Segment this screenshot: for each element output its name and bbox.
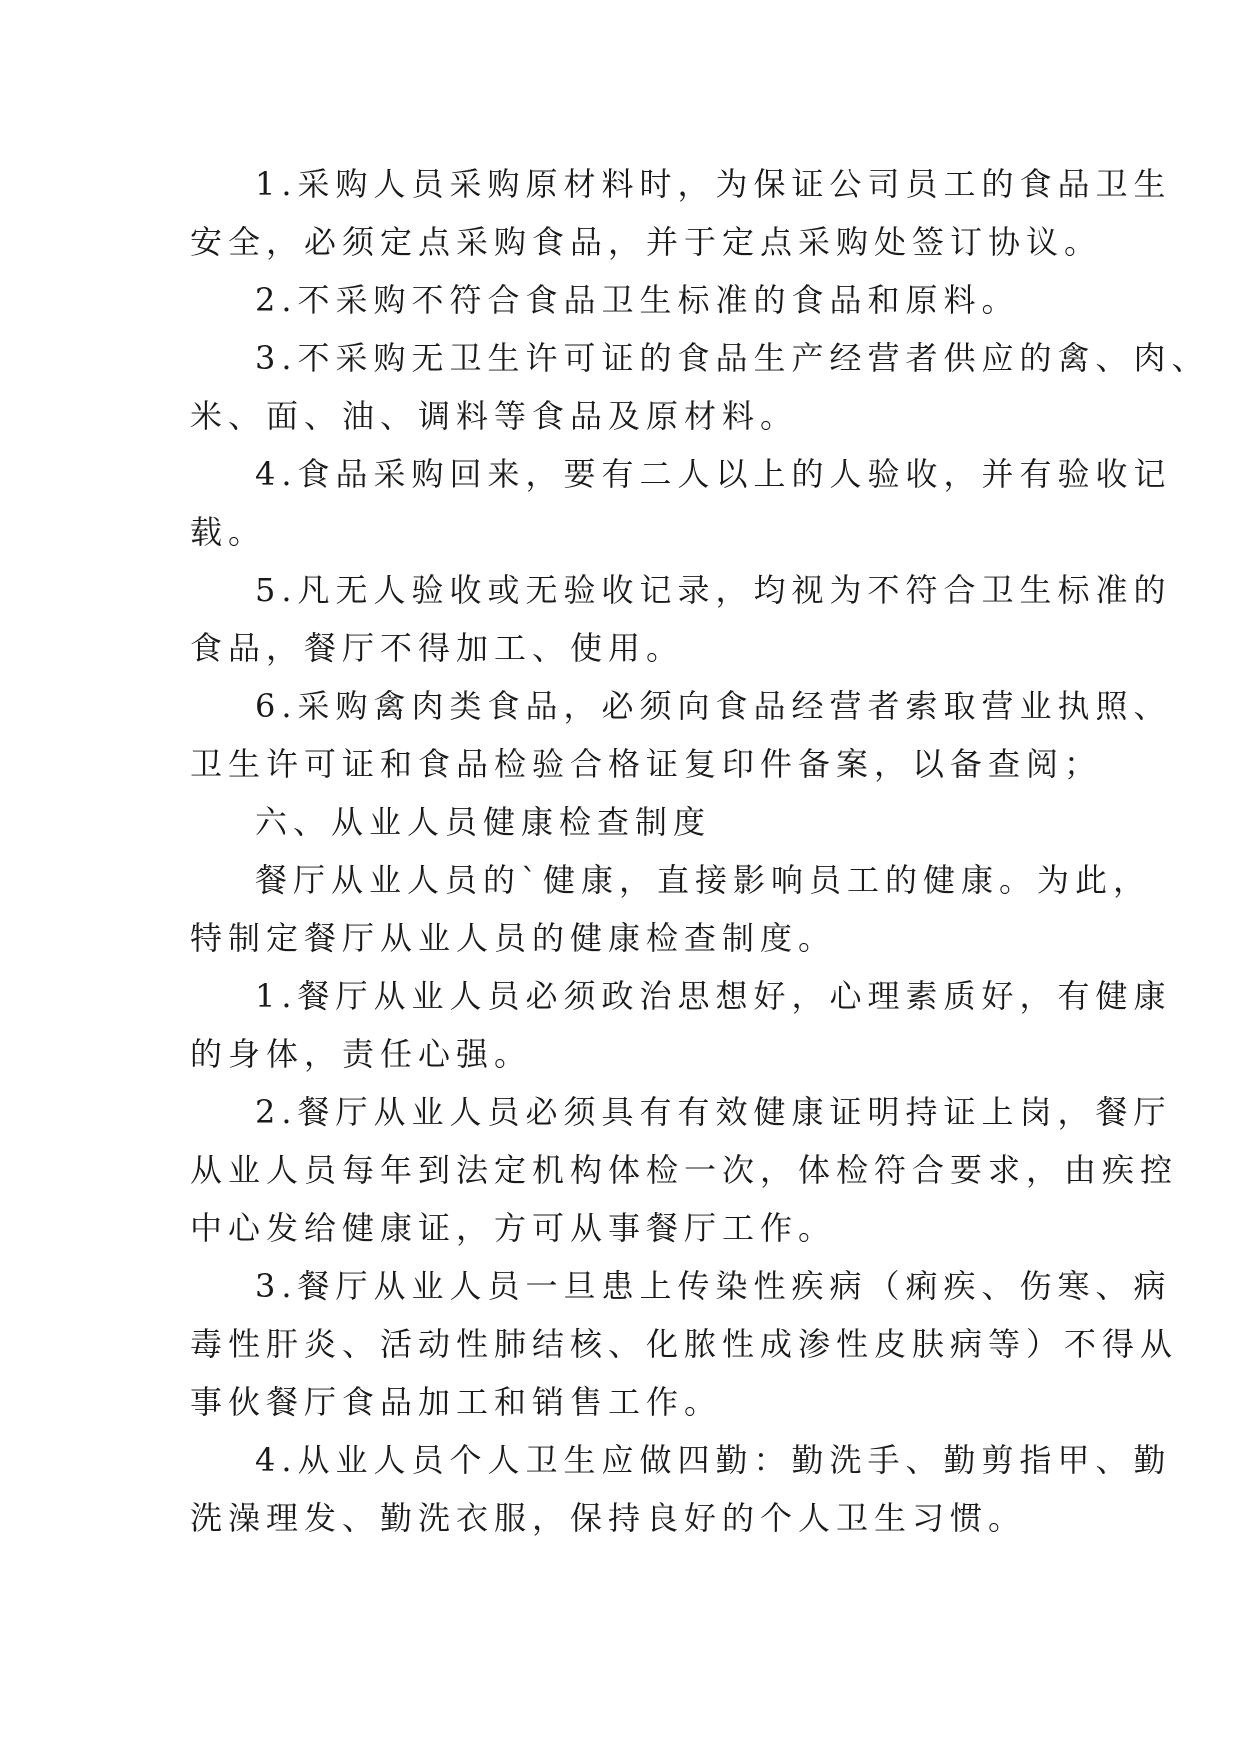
document-body xyxy=(190,158,1210,1550)
text-line: 3.餐厅从业人员一旦患上传染性疾病（痢疾、伤寒、病 xyxy=(255,1267,1172,1305)
text-line: 特制定餐厅从业人员的健康检查制度。 xyxy=(190,919,837,957)
text-line: 的身体，责任心强。 xyxy=(190,1035,533,1073)
text-line: 1.餐厅从业人员必须政治思想好，心理素质好，有健康 xyxy=(255,977,1172,1015)
text-line: 米、面、油、调料等食品及原材料。 xyxy=(190,397,799,435)
text-line: 6.采购禽肉类食品，必须向食品经营者索取营业执照、 xyxy=(255,687,1172,725)
text-line: 3.不采购无卫生许可证的食品生产经营者供应的禽、肉、 xyxy=(255,339,1210,377)
text-line: 食品，餐厅不得加工、使用。 xyxy=(190,629,685,667)
text-line: 事伙餐厅食品加工和销售工作。 xyxy=(190,1383,723,1421)
text-line: 4.从业人员个人卫生应做四勤：勤洗手、勤剪指甲、勤 xyxy=(255,1441,1172,1479)
text-line: 中心发给健康证，方可从事餐厅工作。 xyxy=(190,1209,837,1247)
text-line: 卫生许可证和食品检验合格证复印件备案，以备查阅； xyxy=(190,745,1103,783)
text-line: 1.采购人员采购原材料时，为保证公司员工的食品卫生 xyxy=(255,165,1172,203)
text-line: 2.不采购不符合食品卫生标准的食品和原料。 xyxy=(255,281,1020,319)
text-line: 载。 xyxy=(190,513,267,551)
text-line: 餐厅从业人员的`健康，直接影响员工的健康。为此， xyxy=(255,861,1152,899)
text-line: 5.凡无人验收或无验收记录，均视为不符合卫生标准的 xyxy=(255,571,1172,609)
text-line: 4.食品采购回来，要有二人以上的人验收，并有验收记 xyxy=(255,455,1172,493)
text-line: 2.餐厅从业人员必须具有有效健康证明持证上岗，餐厅 xyxy=(255,1093,1172,1131)
section-heading: 六、从业人员健康检查制度 xyxy=(255,803,712,841)
text-line: 从业人员每年到法定机构体检一次，体检符合要求，由疾控 xyxy=(190,1151,1179,1189)
text-line: 毒性肝炎、活动性肺结核、化脓性成渗性皮肤病等）不得从 xyxy=(190,1325,1179,1363)
text-line: 安全，必须定点采购食品，并于定点采购处签订协议。 xyxy=(190,223,1103,261)
text-line: 洗澡理发、勤洗衣服，保持良好的个人卫生习惯。 xyxy=(190,1499,1027,1537)
